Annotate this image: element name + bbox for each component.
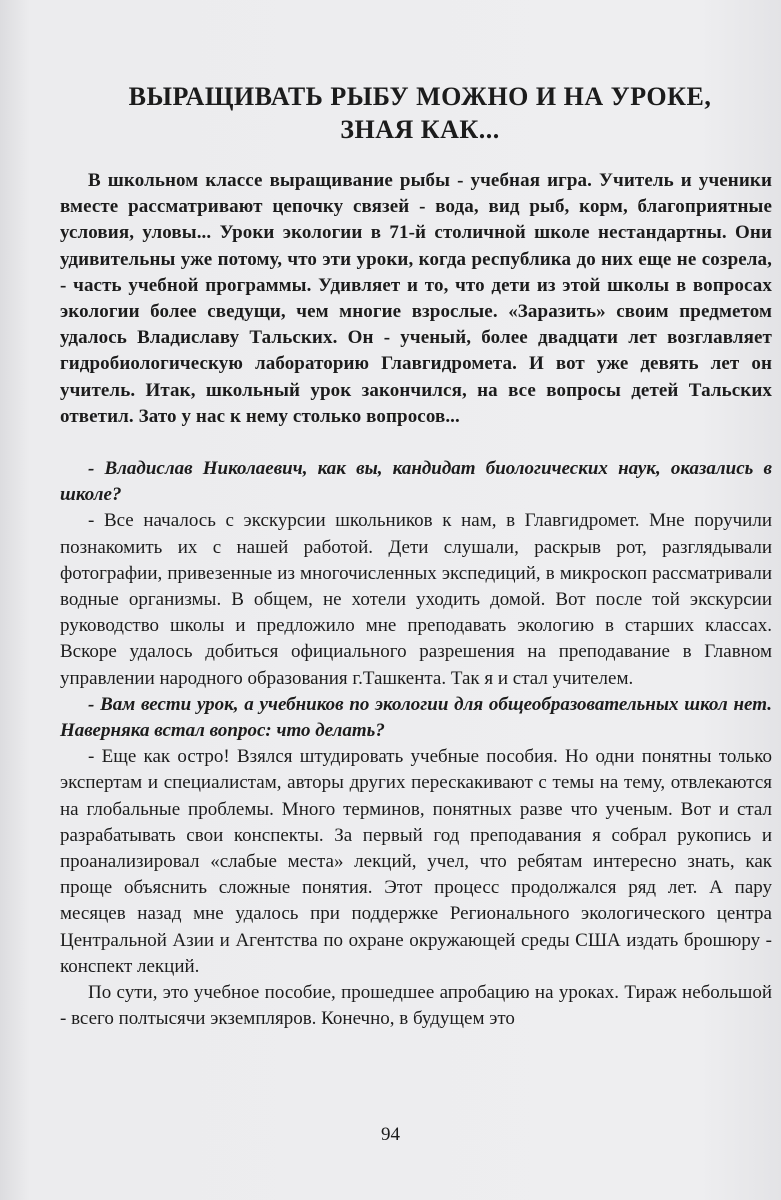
question-1: - Владислав Николаевич, как вы, кандидат биологических наук, оказались в школе? bbox=[60, 458, 772, 506]
question-2: - Вам вести урок, а учебников по экологии для общеобразовательных школ нет. Наверняка встал вопрос: что делать? bbox=[60, 693, 772, 742]
article-title bbox=[60, 80, 780, 146]
answer-1: - Все началось с экскурсии школьников к нам, в Главгидромет. Мне поручили познакомить их с нашей работой. Дети слушали, раскрыв рот, разглядывали фотографии, привезенные из многочисленных экспедиций, в микроскоп рассматривали водные организмы. В общем, не хотели уходить домой. Вот после той экскурсии руководство школы и предложило мне преподавать экологию в старших классах. Вскоре удалось добиться официального разрешения на преподавание в Главном управлении народного образования г.Ташкента. Так я и стал учителем. bbox=[60, 510, 772, 689]
title-line-2: ЗНАЯ КАК... bbox=[340, 115, 500, 144]
page-number: 94 bbox=[381, 1124, 400, 1145]
title-line-1: ВЫРАЩИВАТЬ РЫБУ МОЖНО И НА УРОКЕ, bbox=[128, 82, 712, 111]
lead-paragraph: В школьном классе выращивание рыбы - учебная игра. Учитель и ученики вместе рассматривают цепочку связей - вода, вид рыб, корм, благоприятные условия, уловы... Уроки экологии в 71-й столичной школе нестандартны. Они удивительны уже потому, что эти уроки, когда республика до них еще не созрела, - часть учебной программы. Удивляет и то, что дети из этой школы в вопросах экологии более сведущи, чем многие взрослые. «Заразить» своим предметом удалось Владиславу Тальских. Он - ученый, более двадцати лет возглавляет гидробиологическую лабораторию Главгидромета. И вот уже девять лет он учитель. Итак, школьный урок закончился, на все вопросы детей Тальских ответил. Зато у нас к нему столько вопросов... bbox=[60, 170, 772, 427]
paragraph-3: По сути, это учебное пособие, прошедшее апробацию на уроках. Тираж небольшой - всего полтысячи экземпляров. Конечно, в будущем это bbox=[60, 982, 772, 1030]
article-body bbox=[60, 168, 772, 1033]
paragraph-gap bbox=[60, 430, 772, 456]
answer-2: - Еще как остро! Взялся штудировать учебные пособия. Но одни понятны только экспертам и специалистам, авторы других перескакивают с темы на тему, отвлекаются на глобальные проблемы. Много терминов, понятных разве что ученым. Вот и стал разрабатывать свои конспекты. За первый год преподавания я собрал рукопись и проанализировал «слабые места» лекций, учел, что ребятам интересно знать, как проще объяснить сложные понятия. Этот процесс продолжался ряд лет. А пару месяцев назад мне удалось при поддержке Регионального экологического центра Центральной Азии и Агентства по охране окружающей среды США издать брошюру - конспект лекций. bbox=[60, 746, 772, 977]
